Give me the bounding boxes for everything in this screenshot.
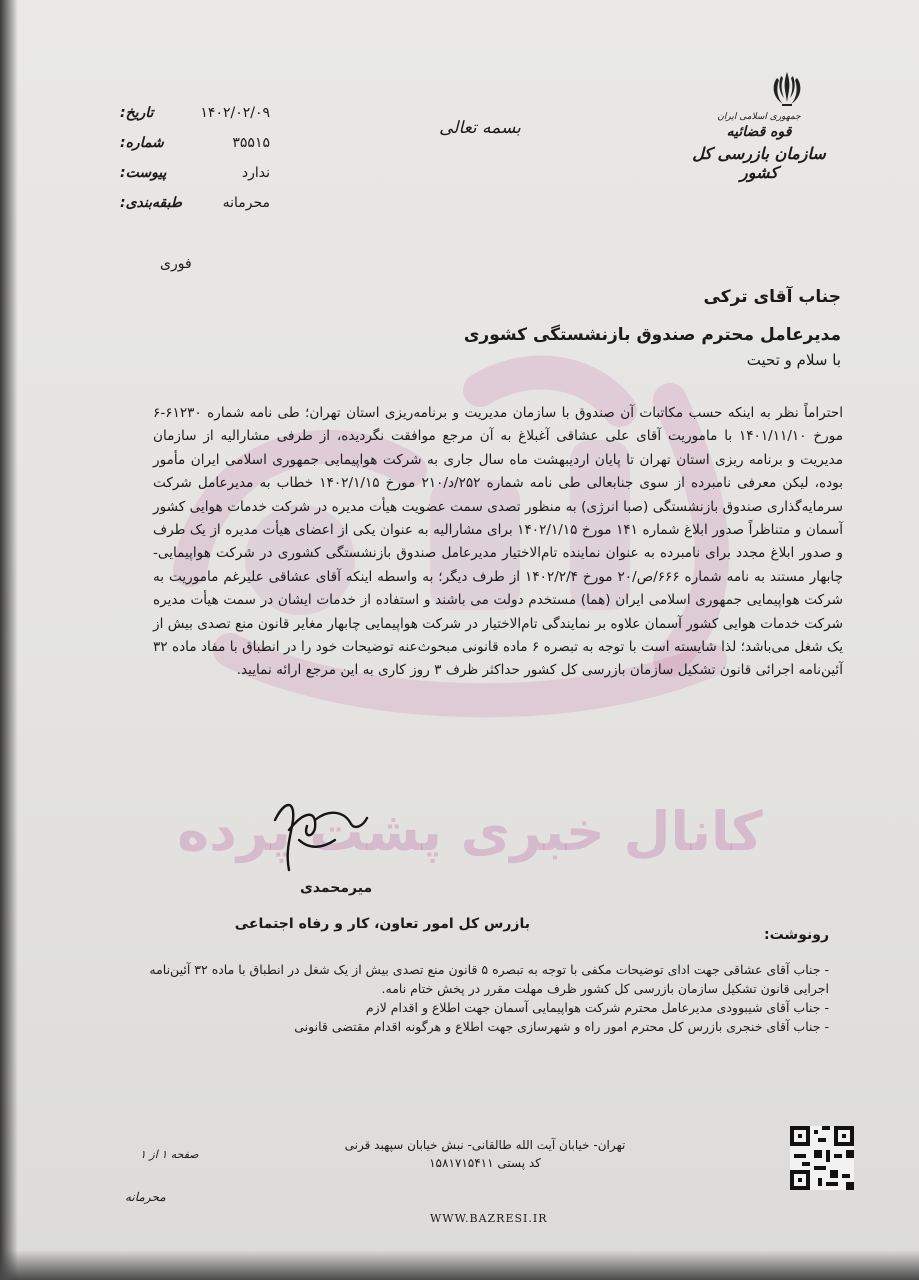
qr-code-icon	[790, 1126, 854, 1190]
number-label: شماره:	[120, 135, 164, 151]
attachment-label: پیوست:	[120, 165, 167, 181]
date-value: ۱۴۰۲/۰۲/۰۹	[200, 105, 270, 121]
urgency-label: فوری	[160, 256, 192, 272]
addressee-name: جناب آقای ترکی	[703, 287, 841, 307]
watermark-text: کانال خبری پشت پرده	[177, 800, 763, 863]
date-label: تاریخ:	[120, 105, 154, 121]
signer-name: میرمحمدی	[300, 880, 373, 896]
classification-label: طبقه‌بندی:	[120, 195, 182, 211]
addressee-title: مدیرعامل محترم صندوق بازنشستگی کشوری	[463, 325, 841, 345]
letter-body	[153, 402, 843, 683]
meta-date-row	[120, 98, 270, 128]
website-link: WWW.BAZRESI.IR	[430, 1212, 548, 1225]
iran-emblem-icon	[765, 68, 809, 112]
number-value: ۳۵۵۱۵	[232, 135, 270, 151]
meta-class-row	[120, 188, 270, 218]
cc-item: - جناب آقای شیبوودی مدیرعامل محترم شرکت هواپیمایی آسمان جهت اطلاع و اقدام لازم	[365, 1000, 829, 1015]
org-country: جمهوری اسلامی ایران	[717, 112, 801, 122]
invocation: بسمه تعالی	[439, 118, 521, 138]
cc-item: - جناب آقای عشاقی جهت ادای توضیحات مکفی با توجه به تبصره ۵ قانون منع تصدی بیش از یک شغل در انطباق با ماده ۳۲ آئین‌نامه اجرایی قانون تشکیل سازمان بازرسی کل کشور ظرف مهلت مقرر در پخش ختام نامه.	[149, 962, 829, 996]
greeting: با سلام و تحیت	[746, 351, 841, 369]
address-line: تهران- خیابان آیت الله طالقانی- نبش خیابان سپهبد قرنی	[344, 1138, 626, 1152]
cc-item: - جناب آقای خنجری بازرس کل محترم امور راه و شهرسازی جهت اطلاع و هرگونه اقدام مقتضی قانونی	[294, 1019, 829, 1034]
org-name: سازمان بازرسی کل کشور	[692, 144, 826, 182]
organization-header	[689, 112, 829, 182]
org-judiciary: قوه قضائیه	[726, 124, 792, 140]
signer-title: بازرس کل امور تعاون، کار و رفاه اجتماعی	[234, 916, 530, 932]
addressee-block	[321, 287, 841, 369]
postal-code: کد پستی ۱۵۸۱۷۱۵۴۱۱	[429, 1156, 541, 1170]
attachment-value: ندارد	[241, 165, 270, 181]
cc-heading: رونوشت:	[764, 927, 829, 943]
page-count: صفحه ۱ از ۱	[140, 1148, 199, 1161]
footer-classification: محرمانه	[125, 1190, 166, 1204]
meta-attachment-row	[120, 158, 270, 188]
cc-list	[139, 960, 829, 1036]
classification-value: محرمانه	[222, 195, 270, 211]
meta-number-row	[120, 128, 270, 158]
page-bottom-shadow	[0, 1250, 919, 1280]
footer-address	[320, 1136, 650, 1172]
body-paragraph: احتراماً نظر به اینکه حسب مکاتبات آن صندوق با سازمان مدیریت و برنامه‌ریزی استان تهران؛ طی نامه شماره ۶۱۲۳۰-۶ مورخ ۱۴۰۱/۱۱/۱۰ با ماموریت آقای علی عشاقی آغبلاغ به آن مرجع موافقت نگردیده، از طرفی مشارالیه از سازمان مدیریت و برنامه ریزی استان تهران تا پایان اردیبهشت ماه سال جاری به شرکت هواپیمایی جمهوری اسلامی ایران مأمور بوده، لیکن معرفی نامبرده از سوی جنابعالی طی نامه شماره ۲۵۲/د/۲۱۰ مورخ ۱۴۰۲/۱/۱۵ خطاب به مدیرعامل شرکت سرمایه‌گذاری صندوق بازنشستگی (صبا انرژی) به منظور تصدی سمت عضویت هیأت مدیره در شرکت خدمات هوایی کشور آسمان و متناظراً صدور ابلاغ شماره ۱۴۱ مورخ ۱۴۰۲/۱/۱۵ برای مشارالیه به عنوان یکی از اعضای هیأت مدیره از یک طرف و صدور ابلاغ مجدد برای نامبرده به عنوان نماینده تام‌الاختیار مدیرعامل صندوق بازنشستگی کشوری در شرکت هواپیمایی- چابهار مستند به نامه شماره ۶۶۶/ص/۲۰ مورخ ۱۴۰۲/۲/۴ از طرف دیگر؛ به واسطه اینکه آقای عشاقی علیرغم ماموریت به شرکت هواپیمایی جمهوری اسلامی ایران (هما) مستخدم دولت می باشند و استفاده از خدمات ایشان در سمت هیأت مدیره شرکت خدمات هوایی کشور آسمان علاوه بر نمایندگی تام‌الاختیار در شرکت هواپیمایی چابهار مغایر قانون منع تصدی بیش از یک شغل می‌باشد؛ لذا شایسته است با توجه به تبصره ۶ ماده قانونی مبحوث‌عنه توضیحات خود را در انطباق با مفاد ماده ۳۲ آئین‌نامه اجرائی قانون تشکیل سازمان بازرسی کل کشور حداکثر ظرف ۳ روز کاری به این مرجع ارائه نمایید.	[153, 405, 843, 679]
page-edge-shadow	[0, 0, 18, 1280]
signature-icon	[255, 790, 375, 880]
letter-meta	[120, 98, 270, 218]
